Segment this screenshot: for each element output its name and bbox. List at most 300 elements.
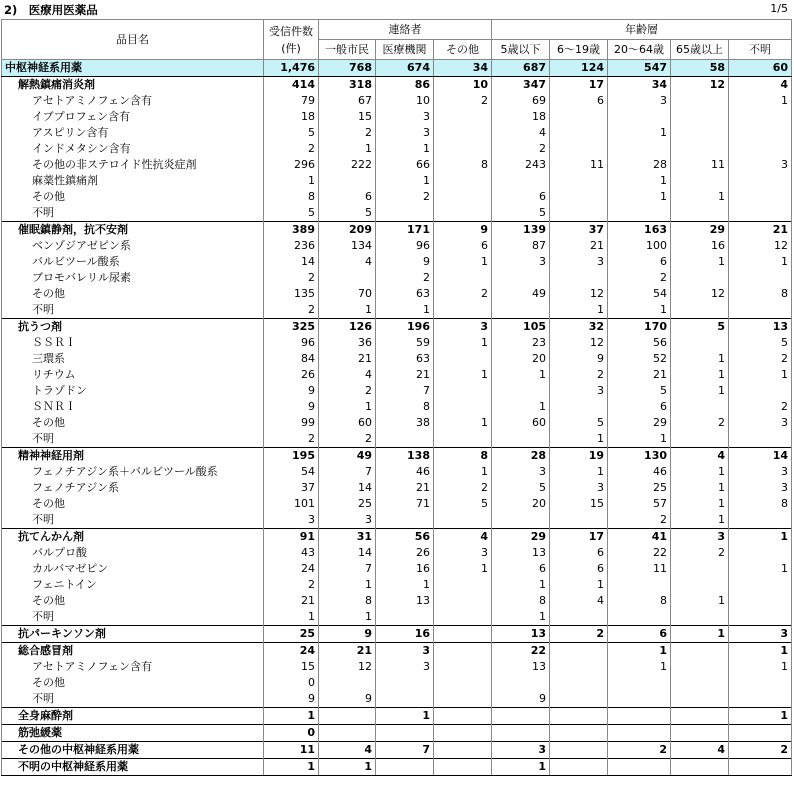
table-row xyxy=(2,254,792,270)
table-cell: 13 xyxy=(729,319,792,336)
table-cell xyxy=(376,675,434,691)
table-cell: 2 xyxy=(434,93,492,109)
table-cell: 37 xyxy=(550,222,608,239)
table-cell xyxy=(434,725,492,742)
row-label: 総合感冒剤 xyxy=(2,643,264,660)
table-cell xyxy=(729,205,792,222)
table-cell: 4 xyxy=(434,529,492,546)
table-cell: 22 xyxy=(608,545,671,561)
table-cell: 4 xyxy=(319,367,376,383)
table-cell xyxy=(492,270,550,286)
table-cell: 31 xyxy=(319,529,376,546)
table-cell: 8 xyxy=(492,593,550,609)
table-cell: 3 xyxy=(729,480,792,496)
table-cell: 1 xyxy=(434,254,492,270)
table-cell xyxy=(319,725,376,742)
column-group-contact: 連絡者 xyxy=(319,20,492,40)
table-cell: 1 xyxy=(492,609,550,626)
table-row xyxy=(2,480,792,496)
table-cell: 171 xyxy=(376,222,434,239)
table-cell: 1 xyxy=(608,431,671,448)
table-cell: 2 xyxy=(264,270,319,286)
row-label: その他 xyxy=(2,496,264,512)
table-cell xyxy=(671,302,729,319)
table-cell: 15 xyxy=(264,659,319,675)
table-cell: 163 xyxy=(608,222,671,239)
table-cell: 1 xyxy=(671,367,729,383)
table-cell: 20 xyxy=(492,351,550,367)
table-cell: 5 xyxy=(264,205,319,222)
table-cell: 21 xyxy=(264,593,319,609)
table-cell: 1 xyxy=(671,593,729,609)
table-cell: 3 xyxy=(492,254,550,270)
table-cell xyxy=(729,189,792,205)
table-cell: 25 xyxy=(608,480,671,496)
table-cell: 49 xyxy=(319,448,376,465)
table-cell: 2 xyxy=(319,431,376,448)
table-cell: 7 xyxy=(376,742,434,759)
table-cell xyxy=(729,725,792,742)
row-label: 解熱鎮痛消炎剤 xyxy=(2,77,264,94)
table-cell: 99 xyxy=(264,415,319,431)
table-cell: 243 xyxy=(492,157,550,173)
table-cell xyxy=(729,577,792,593)
table-cell xyxy=(434,109,492,125)
table-cell xyxy=(729,675,792,691)
table-cell: 2 xyxy=(376,270,434,286)
table-cell xyxy=(434,351,492,367)
table-row xyxy=(2,512,792,529)
row-label: アスピリン含有 xyxy=(2,125,264,141)
table-cell: 18 xyxy=(264,109,319,125)
table-cell xyxy=(434,577,492,593)
table-cell: 170 xyxy=(608,319,671,336)
table-row-category xyxy=(2,643,792,660)
table-cell: 63 xyxy=(376,286,434,302)
table-cell xyxy=(671,725,729,742)
table-cell: 12 xyxy=(319,659,376,675)
table-row xyxy=(2,93,792,109)
table-cell: 12 xyxy=(671,77,729,94)
table-cell xyxy=(608,708,671,725)
table-cell: 15 xyxy=(550,496,608,512)
table-cell: 1 xyxy=(434,335,492,351)
table-cell: 2 xyxy=(319,383,376,399)
table-cell xyxy=(729,125,792,141)
table-cell xyxy=(671,561,729,577)
table-cell: 14 xyxy=(264,254,319,270)
table-cell: 17 xyxy=(550,529,608,546)
table-cell xyxy=(671,125,729,141)
table-cell xyxy=(550,675,608,691)
table-cell xyxy=(492,431,550,448)
table-cell: 318 xyxy=(319,77,376,94)
table-cell: 29 xyxy=(671,222,729,239)
table-cell xyxy=(550,609,608,626)
table-row xyxy=(2,125,792,141)
table-cell: 1 xyxy=(671,496,729,512)
table-cell: 21 xyxy=(376,367,434,383)
table-cell: 1 xyxy=(492,399,550,415)
table-row-category xyxy=(2,759,792,776)
row-label: トラゾドン xyxy=(2,383,264,399)
table-cell: 2 xyxy=(264,302,319,319)
table-cell: 3 xyxy=(550,383,608,399)
table-cell: 5 xyxy=(671,319,729,336)
row-label: イブプロフェン含有 xyxy=(2,109,264,125)
table-cell: 8 xyxy=(434,448,492,465)
table-cell: 25 xyxy=(264,626,319,643)
table-cell: 1 xyxy=(264,173,319,189)
row-label: フェノチアジン系 xyxy=(2,480,264,496)
table-cell: 222 xyxy=(319,157,376,173)
table-cell: 5 xyxy=(550,415,608,431)
table-cell xyxy=(434,708,492,725)
table-cell: 22 xyxy=(492,643,550,660)
table-cell: 28 xyxy=(492,448,550,465)
table-cell xyxy=(434,742,492,759)
table-cell xyxy=(608,759,671,776)
table-cell: 54 xyxy=(608,286,671,302)
table-cell: 37 xyxy=(264,480,319,496)
table-cell xyxy=(608,109,671,125)
table-cell xyxy=(376,725,434,742)
table-cell: 6 xyxy=(608,254,671,270)
table-cell: 1 xyxy=(264,708,319,725)
table-cell: 126 xyxy=(319,319,376,336)
table-row xyxy=(2,691,792,708)
table-cell xyxy=(550,189,608,205)
table-cell xyxy=(671,431,729,448)
table-cell xyxy=(550,512,608,529)
table-cell: 2 xyxy=(264,577,319,593)
table-cell: 1 xyxy=(608,643,671,660)
table-row-category xyxy=(2,626,792,643)
table-cell xyxy=(319,708,376,725)
table-row xyxy=(2,205,792,222)
table-row xyxy=(2,609,792,626)
table-cell: 6 xyxy=(492,189,550,205)
table-cell: 56 xyxy=(376,529,434,546)
table-row xyxy=(2,189,792,205)
row-label: 不明 xyxy=(2,512,264,529)
table-cell: 29 xyxy=(608,415,671,431)
table-cell xyxy=(550,173,608,189)
table-cell: 21 xyxy=(319,643,376,660)
row-label: ベンゾジアゼピン系 xyxy=(2,238,264,254)
table-cell: 1 xyxy=(729,367,792,383)
table-cell: 18 xyxy=(492,109,550,125)
row-label: 三環系 xyxy=(2,351,264,367)
table-cell: 1 xyxy=(671,254,729,270)
table-cell: 38 xyxy=(376,415,434,431)
table-cell: 7 xyxy=(376,383,434,399)
table-cell xyxy=(550,708,608,725)
table-cell: 1 xyxy=(671,383,729,399)
table-cell xyxy=(671,708,729,725)
table-row xyxy=(2,141,792,157)
table-cell: 12 xyxy=(550,335,608,351)
table-cell: 8 xyxy=(376,399,434,415)
table-cell: 0 xyxy=(264,725,319,742)
table-cell xyxy=(492,725,550,742)
table-cell: 46 xyxy=(608,464,671,480)
table-cell xyxy=(550,270,608,286)
table-cell: 9 xyxy=(492,691,550,708)
table-cell: 2 xyxy=(264,141,319,157)
table-row xyxy=(2,351,792,367)
table-cell xyxy=(608,141,671,157)
table-cell: 8 xyxy=(608,593,671,609)
table-cell: 34 xyxy=(434,60,492,77)
table-row xyxy=(2,399,792,415)
row-label: 抗パーキンソン剤 xyxy=(2,626,264,643)
table-cell: 4 xyxy=(550,593,608,609)
table-cell xyxy=(550,399,608,415)
table-cell: 1 xyxy=(729,561,792,577)
table-cell xyxy=(729,141,792,157)
table-cell xyxy=(729,431,792,448)
table-cell: 3 xyxy=(376,109,434,125)
table-cell xyxy=(550,643,608,660)
table-cell: 3 xyxy=(729,626,792,643)
table-cell xyxy=(671,659,729,675)
table-cell xyxy=(671,335,729,351)
table-cell: 2 xyxy=(608,742,671,759)
table-cell xyxy=(376,205,434,222)
table-cell: 1 xyxy=(671,351,729,367)
table-cell: 4 xyxy=(729,77,792,94)
table-cell: 4 xyxy=(492,125,550,141)
row-label: その他の中枢神経系用薬 xyxy=(2,742,264,759)
table-cell: 3 xyxy=(376,659,434,675)
table-cell: 21 xyxy=(729,222,792,239)
table-cell: 59 xyxy=(376,335,434,351)
table-cell: 11 xyxy=(671,157,729,173)
row-label: フェノチアジン系＋バルビツール酸系 xyxy=(2,464,264,480)
table-cell: 6 xyxy=(608,399,671,415)
table-cell xyxy=(434,302,492,319)
table-cell: 71 xyxy=(376,496,434,512)
table-cell: 24 xyxy=(264,643,319,660)
table-cell: 3 xyxy=(671,529,729,546)
table-cell: 1 xyxy=(608,189,671,205)
section-title: 2) 医療用医薬品 xyxy=(4,3,98,17)
column-group-age: 年齢層 xyxy=(492,20,792,40)
table-row xyxy=(2,173,792,189)
table-cell: 2 xyxy=(729,399,792,415)
table-cell: 1 xyxy=(434,561,492,577)
table-cell: 70 xyxy=(319,286,376,302)
table-cell xyxy=(434,675,492,691)
table-cell: 20 xyxy=(492,496,550,512)
table-row xyxy=(2,109,792,125)
row-label: インドメタシン含有 xyxy=(2,141,264,157)
table-cell: 674 xyxy=(376,60,434,77)
table-cell: 14 xyxy=(319,480,376,496)
table-cell: 36 xyxy=(319,335,376,351)
table-row xyxy=(2,675,792,691)
table-cell xyxy=(434,270,492,286)
table-cell xyxy=(492,708,550,725)
row-label: フェニトイン xyxy=(2,577,264,593)
table-cell: 96 xyxy=(376,238,434,254)
table-cell: 10 xyxy=(434,77,492,94)
table-cell: 3 xyxy=(264,512,319,529)
table-cell: 1 xyxy=(434,415,492,431)
table-cell xyxy=(671,399,729,415)
row-label: 麻薬性鎮痛剤 xyxy=(2,173,264,189)
table-body xyxy=(2,60,792,776)
table-cell: 547 xyxy=(608,60,671,77)
column-header-received xyxy=(264,20,319,60)
row-label: バルプロ酸 xyxy=(2,545,264,561)
table-cell: 4 xyxy=(671,742,729,759)
table-cell: 1 xyxy=(319,577,376,593)
table-cell: 3 xyxy=(550,480,608,496)
row-label: 不明 xyxy=(2,302,264,319)
table-cell: 6 xyxy=(550,545,608,561)
row-label: アセトアミノフェン含有 xyxy=(2,659,264,675)
table-cell: 23 xyxy=(492,335,550,351)
table-cell xyxy=(729,109,792,125)
table-cell: 6 xyxy=(608,626,671,643)
table-cell xyxy=(434,431,492,448)
table-cell xyxy=(608,675,671,691)
table-cell: 2 xyxy=(550,367,608,383)
table-cell: 4 xyxy=(319,742,376,759)
table-row xyxy=(2,302,792,319)
table-cell: 1 xyxy=(376,302,434,319)
row-label: その他の非ステロイド性抗炎症剤 xyxy=(2,157,264,173)
medicine-table xyxy=(1,19,792,776)
table-cell: 49 xyxy=(492,286,550,302)
table-cell: 134 xyxy=(319,238,376,254)
table-row xyxy=(2,335,792,351)
table-row xyxy=(2,367,792,383)
table-cell: 100 xyxy=(608,238,671,254)
row-label: ＳＮＲＩ xyxy=(2,399,264,415)
column-header-age: 6～19歳 xyxy=(550,40,608,60)
table-cell: 6 xyxy=(550,93,608,109)
table-cell: 11 xyxy=(264,742,319,759)
table-cell: 1 xyxy=(608,659,671,675)
table-row xyxy=(2,286,792,302)
table-cell xyxy=(550,742,608,759)
table-row xyxy=(2,157,792,173)
table-cell xyxy=(434,759,492,776)
table-cell: 16 xyxy=(376,626,434,643)
column-header-item: 品目名 xyxy=(2,20,264,60)
table-row xyxy=(2,238,792,254)
table-cell xyxy=(729,173,792,189)
table-cell: 9 xyxy=(319,626,376,643)
table-cell: 5 xyxy=(729,335,792,351)
row-label: ブロモバレリル尿素 xyxy=(2,270,264,286)
table-cell xyxy=(729,545,792,561)
table-cell: 2 xyxy=(608,512,671,529)
table-cell: 1 xyxy=(550,302,608,319)
table-row xyxy=(2,545,792,561)
table-cell: 1 xyxy=(729,254,792,270)
table-row-category xyxy=(2,529,792,546)
table-cell: 8 xyxy=(434,157,492,173)
table-cell xyxy=(434,691,492,708)
table-cell: 10 xyxy=(376,93,434,109)
table-cell: 52 xyxy=(608,351,671,367)
table-cell: 19 xyxy=(550,448,608,465)
table-cell xyxy=(608,725,671,742)
table-cell xyxy=(671,173,729,189)
table-cell: 2 xyxy=(319,125,376,141)
table-cell: 296 xyxy=(264,157,319,173)
table-cell: 1 xyxy=(671,626,729,643)
table-cell: 5 xyxy=(608,383,671,399)
table-cell xyxy=(671,93,729,109)
table-cell: 325 xyxy=(264,319,319,336)
table-cell: 768 xyxy=(319,60,376,77)
table-cell: 1 xyxy=(671,464,729,480)
table-cell xyxy=(671,759,729,776)
table-cell: 6 xyxy=(550,561,608,577)
table-cell: 3 xyxy=(492,464,550,480)
row-label: その他 xyxy=(2,189,264,205)
row-label: カルバマゼピン xyxy=(2,561,264,577)
table-cell xyxy=(671,109,729,125)
table-cell: 46 xyxy=(376,464,434,480)
table-cell: 56 xyxy=(608,335,671,351)
column-header-age: 不明 xyxy=(729,40,792,60)
table-cell xyxy=(319,675,376,691)
table-cell: 1 xyxy=(671,512,729,529)
page-number: 1/5 xyxy=(770,2,788,15)
table-cell: 8 xyxy=(319,593,376,609)
table-row xyxy=(2,577,792,593)
table-cell xyxy=(434,173,492,189)
table-cell: 1 xyxy=(376,173,434,189)
table-cell: 1 xyxy=(550,431,608,448)
table-cell: 24 xyxy=(264,561,319,577)
table-cell: 1 xyxy=(434,367,492,383)
table-cell: 9 xyxy=(434,222,492,239)
table-cell: 3 xyxy=(434,545,492,561)
table-cell: 236 xyxy=(264,238,319,254)
table-row-category xyxy=(2,222,792,239)
table-cell: 21 xyxy=(550,238,608,254)
table-cell xyxy=(376,609,434,626)
table-cell xyxy=(434,189,492,205)
table-cell: 0 xyxy=(264,675,319,691)
table-cell: 60 xyxy=(319,415,376,431)
table-cell: 79 xyxy=(264,93,319,109)
table-cell: 687 xyxy=(492,60,550,77)
row-label: 抗うつ剤 xyxy=(2,319,264,336)
table-cell: 1 xyxy=(608,173,671,189)
table-cell: 67 xyxy=(319,93,376,109)
table-cell: 86 xyxy=(376,77,434,94)
table-cell xyxy=(729,512,792,529)
row-label: リチウム xyxy=(2,367,264,383)
table-cell xyxy=(434,643,492,660)
row-label: 不明 xyxy=(2,609,264,626)
table-cell xyxy=(671,270,729,286)
table-cell: 28 xyxy=(608,157,671,173)
table-cell: 8 xyxy=(264,189,319,205)
table-cell xyxy=(608,577,671,593)
table-cell xyxy=(434,141,492,157)
table-cell: 389 xyxy=(264,222,319,239)
table-cell xyxy=(434,626,492,643)
